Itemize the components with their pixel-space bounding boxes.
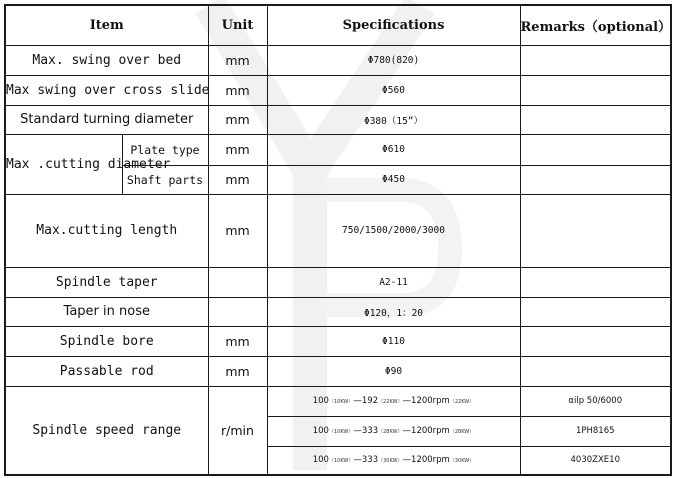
table-row (5, 105, 671, 134)
table-row (5, 267, 671, 297)
spec-table (4, 4, 672, 476)
row-unit: mm (208, 134, 267, 165)
row-label: Spindle taper (5, 267, 208, 297)
row-remark (520, 267, 671, 297)
header-specifications: Specifications (267, 5, 520, 45)
row-spec: Φ110 (267, 326, 520, 356)
table-row (5, 326, 671, 356)
speed-remark: 4030ZXE10 (520, 446, 671, 475)
row-unit: mm (208, 326, 267, 356)
row-sublabel: Shaft parts (122, 165, 208, 194)
row-spec: A2-11 (267, 267, 520, 297)
row-label: Max. swing over bed (5, 45, 208, 75)
speed-option: 100（10KW）—192（22KW）—1200rpm（22KW） (267, 386, 520, 416)
table-row (5, 45, 671, 75)
table-row (5, 75, 671, 105)
row-remark (520, 194, 671, 267)
row-label: Standard turning diameter (5, 105, 208, 134)
row-unit: mm (208, 105, 267, 134)
header-item: Item (5, 5, 208, 45)
row-label: Max .cutting diameter (5, 134, 122, 194)
table-row (5, 297, 671, 326)
row-remark (520, 75, 671, 105)
table-row (5, 386, 671, 416)
row-unit: mm (208, 75, 267, 105)
row-label: Spindle bore (5, 326, 208, 356)
speed-option: 100（10KW）—333（30KW）—1200rpm（30KW） (267, 446, 520, 475)
row-label: Spindle speed range (5, 386, 208, 475)
row-spec: 750/1500/2000/3000 (267, 194, 520, 267)
row-label: Max swing over cross slide (5, 75, 208, 105)
row-label: Passable rod (5, 356, 208, 386)
row-unit: mm (208, 45, 267, 75)
row-unit: mm (208, 165, 267, 194)
row-unit: r/min (208, 386, 267, 475)
row-spec: Φ120，1：20 (267, 297, 520, 326)
row-remark (520, 165, 671, 194)
row-remark (520, 326, 671, 356)
speed-remark: 1PH8165 (520, 416, 671, 446)
row-spec: Φ780(820) (267, 45, 520, 75)
row-remark (520, 45, 671, 75)
header-row (5, 5, 671, 45)
row-spec: Φ560 (267, 75, 520, 105)
row-sublabel: Plate type (122, 134, 208, 165)
speed-remark: αilp 50/6000 (520, 386, 671, 416)
table-row (5, 194, 671, 267)
row-remark (520, 105, 671, 134)
row-spec: Φ610 (267, 134, 520, 165)
table-row (5, 134, 671, 165)
table-row (5, 356, 671, 386)
row-label: Taper in nose (5, 297, 208, 326)
row-unit: mm (208, 194, 267, 267)
row-unit (208, 267, 267, 297)
row-remark (520, 356, 671, 386)
row-spec: Φ380（15”） (267, 105, 520, 134)
row-remark (520, 134, 671, 165)
header-remarks: Remarks（optional） (520, 5, 671, 45)
row-unit: mm (208, 356, 267, 386)
row-unit (208, 297, 267, 326)
header-unit: Unit (208, 5, 267, 45)
speed-option: 100（10KW）—333（28KW）—1200rpm（28KW） (267, 416, 520, 446)
row-remark (520, 297, 671, 326)
row-label: Max.cutting length (5, 194, 208, 267)
row-spec: Φ90 (267, 356, 520, 386)
row-spec: Φ450 (267, 165, 520, 194)
